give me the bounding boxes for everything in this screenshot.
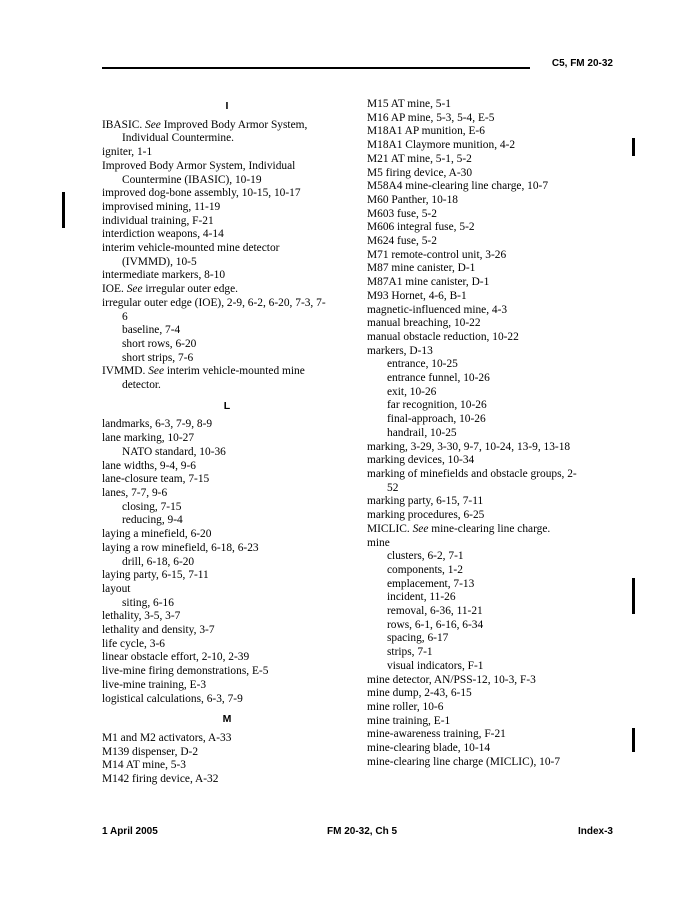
footer-doc-id: FM 20-32, Ch 5 xyxy=(327,826,398,837)
index-entry: igniter, 1-1 xyxy=(102,146,153,159)
index-entry: life cycle, 3-6 xyxy=(102,637,165,650)
footer-page-number: Index-3 xyxy=(577,826,613,837)
index-entry-continuation: 6 xyxy=(122,310,128,323)
index-subentry: far recognition, 10-26 xyxy=(387,399,487,412)
index-entry: M18A1 Claymore munition, 4-2 xyxy=(367,139,516,152)
index-column-left xyxy=(102,98,352,787)
header-doc-id: C5, FM 20-32 xyxy=(551,58,613,69)
index-entry: M71 remote-control unit, 3-26 xyxy=(367,248,507,261)
index-subentry: baseline, 7-4 xyxy=(122,324,181,337)
index-entry: magnetic-influenced mine, 4-3 xyxy=(367,303,508,316)
index-entry: M87 mine canister, D-1 xyxy=(367,262,476,275)
index-entry: M15 AT mine, 5-1 xyxy=(367,98,451,110)
index-entry-continuation: detector. xyxy=(122,379,161,392)
index-subentry: NATO standard, 10-36 xyxy=(122,445,226,458)
index-entry: M624 fuse, 5-2 xyxy=(367,235,437,248)
index-subentry: handrail, 10-25 xyxy=(387,426,457,439)
index-entry: mine roller, 10-6 xyxy=(367,700,444,713)
index-subentry: drill, 6-18, 6-20 xyxy=(122,555,195,568)
index-entry: lethality, 3-5, 3-7 xyxy=(102,610,181,623)
index-entry: laying a row minefield, 6-18, 6-23 xyxy=(102,541,259,554)
index-entry: linear obstacle effort, 2-10, 2-39 xyxy=(102,651,250,664)
index-entry: lethality and density, 3-7 xyxy=(102,624,215,637)
footer-date: 1 April 2005 xyxy=(102,826,158,837)
index-entry: M58A4 mine-clearing line charge, 10-7 xyxy=(367,180,549,193)
index-subentry: closing, 7-15 xyxy=(122,500,182,513)
index-subentry: siting, 6-16 xyxy=(122,596,174,609)
index-entry: live-mine training, E-3 xyxy=(102,678,207,691)
index-entry: improved dog-bone assembly, 10-15, 10-17 xyxy=(102,187,301,200)
index-entry: logistical calculations, 6-3, 7-9 xyxy=(102,692,243,705)
index-entry: M93 Hornet, 4-6, B-1 xyxy=(367,289,467,302)
change-bar xyxy=(632,728,635,752)
index-subentry: entrance funnel, 10-26 xyxy=(387,372,490,385)
index-entry: irregular outer edge (IOE), 2-9, 6-2, 6-20, 7-3, 7- xyxy=(102,296,326,309)
index-entry: M14 AT mine, 5-3 xyxy=(102,759,186,772)
index-entry: markers, D-13 xyxy=(367,344,433,357)
index-entry: M603 fuse, 5-2 xyxy=(367,207,437,220)
index-entry: M1 and M2 activators, A-33 xyxy=(102,731,232,744)
index-entry: mine-awareness training, F-21 xyxy=(367,728,506,741)
index-entry: landmarks, 6-3, 7-9, 8-9 xyxy=(102,418,213,431)
index-entry: layout xyxy=(102,582,131,595)
index-entry: M142 firing device, A-32 xyxy=(102,773,219,786)
index-entry: interim vehicle-mounted mine detector xyxy=(102,242,280,255)
header-rule xyxy=(102,67,530,69)
index-subentry: short strips, 7-6 xyxy=(122,351,194,364)
index-entry: IVMMD. See interim vehicle-mounted mine xyxy=(102,365,305,378)
index-entry: M21 AT mine, 5-1, 5-2 xyxy=(367,152,472,165)
index-entry: improvised mining, 11-19 xyxy=(102,200,221,213)
index-entry: M606 integral fuse, 5-2 xyxy=(367,221,475,234)
index-entry: M139 dispenser, D-2 xyxy=(102,745,199,758)
index-entry: lane marking, 10-27 xyxy=(102,432,195,445)
index-entry: IBASIC. See Improved Body Armor System, xyxy=(102,118,308,131)
index-subentry: spacing, 6-17 xyxy=(387,632,449,645)
index-entry: mine xyxy=(367,536,390,549)
index-subentry: emplacement, 7-13 xyxy=(387,577,475,590)
index-letter-heading: M xyxy=(222,713,232,726)
index-entry: laying party, 6-15, 7-11 xyxy=(102,569,209,582)
index-entry: mine-clearing line charge (MICLIC), 10-7 xyxy=(367,755,561,768)
index-entry-continuation: Countermine (IBASIC), 10-19 xyxy=(122,173,262,186)
index-entry: lanes, 7-7, 9-6 xyxy=(102,486,168,499)
index-entry-continuation: Individual Countermine. xyxy=(122,132,234,145)
change-bar xyxy=(62,192,65,228)
index-subentry: entrance, 10-25 xyxy=(387,358,458,371)
index-entry: marking, 3-29, 3-30, 9-7, 10-24, 13-9, 13-18 xyxy=(367,440,571,453)
index-entry: M5 firing device, A-30 xyxy=(367,166,473,179)
index-subentry: incident, 11-26 xyxy=(387,591,456,604)
index-entry: mine detector, AN/PSS-12, 10-3, F-3 xyxy=(367,673,536,686)
index-subentry: final-approach, 10-26 xyxy=(387,413,486,426)
index-entry: marking procedures, 6-25 xyxy=(367,509,485,522)
index-subentry: clusters, 6-2, 7-1 xyxy=(387,550,464,563)
index-subentry: reducing, 9-4 xyxy=(122,514,183,527)
index-entry: Improved Body Armor System, Individual xyxy=(102,159,296,172)
index-entry: individual training, F-21 xyxy=(102,214,214,227)
index-entry: M16 AP mine, 5-3, 5-4, E-5 xyxy=(367,111,495,124)
index-subentry: visual indicators, F-1 xyxy=(387,659,484,672)
index-entry: marking of minefields and obstacle groups, 2- xyxy=(367,467,577,480)
index-entry: M87A1 mine canister, D-1 xyxy=(367,276,490,289)
index-entry: lane-closure team, 7-15 xyxy=(102,473,210,486)
index-subentry: short rows, 6-20 xyxy=(122,337,197,350)
index-subentry: strips, 7-1 xyxy=(387,646,433,659)
index-subentry: exit, 10-26 xyxy=(387,385,437,398)
index-entry-continuation: 52 xyxy=(387,481,399,494)
index-entry: M60 Panther, 10-18 xyxy=(367,193,458,206)
index-entry: live-mine firing demonstrations, E-5 xyxy=(102,665,269,678)
index-entry: mine-clearing blade, 10-14 xyxy=(367,742,491,755)
index-entry: mine training, E-1 xyxy=(367,714,451,727)
index-entry: interdiction weapons, 4-14 xyxy=(102,228,224,241)
index-entry: MICLIC. See mine-clearing line charge. xyxy=(367,522,551,535)
index-letter-heading: L xyxy=(223,399,231,412)
index-subentry: components, 1-2 xyxy=(387,563,463,576)
index-entry: manual breaching, 10-22 xyxy=(367,317,481,330)
index-letter-heading: I xyxy=(225,100,229,112)
index-entry: manual obstacle reduction, 10-22 xyxy=(367,330,519,343)
index-subentry: removal, 6-36, 11-21 xyxy=(387,605,483,618)
change-bar xyxy=(632,578,635,614)
index-entry: M18A1 AP munition, E-6 xyxy=(367,125,485,138)
index-column-right xyxy=(367,98,613,769)
index-entry-continuation: (IVMMD), 10-5 xyxy=(122,255,197,268)
index-entry: laying a minefield, 6-20 xyxy=(102,528,212,541)
index-entry: intermediate markers, 8-10 xyxy=(102,269,226,282)
index-entry: mine dump, 2-43, 6-15 xyxy=(367,687,472,700)
index-entry: marking party, 6-15, 7-11 xyxy=(367,495,484,508)
index-subentry: rows, 6-1, 6-16, 6-34 xyxy=(387,618,484,631)
index-entry: IOE. See irregular outer edge. xyxy=(102,283,239,296)
index-entry: marking devices, 10-34 xyxy=(367,454,475,467)
change-bar xyxy=(632,138,635,156)
index-entry: lane widths, 9-4, 9-6 xyxy=(102,459,196,472)
